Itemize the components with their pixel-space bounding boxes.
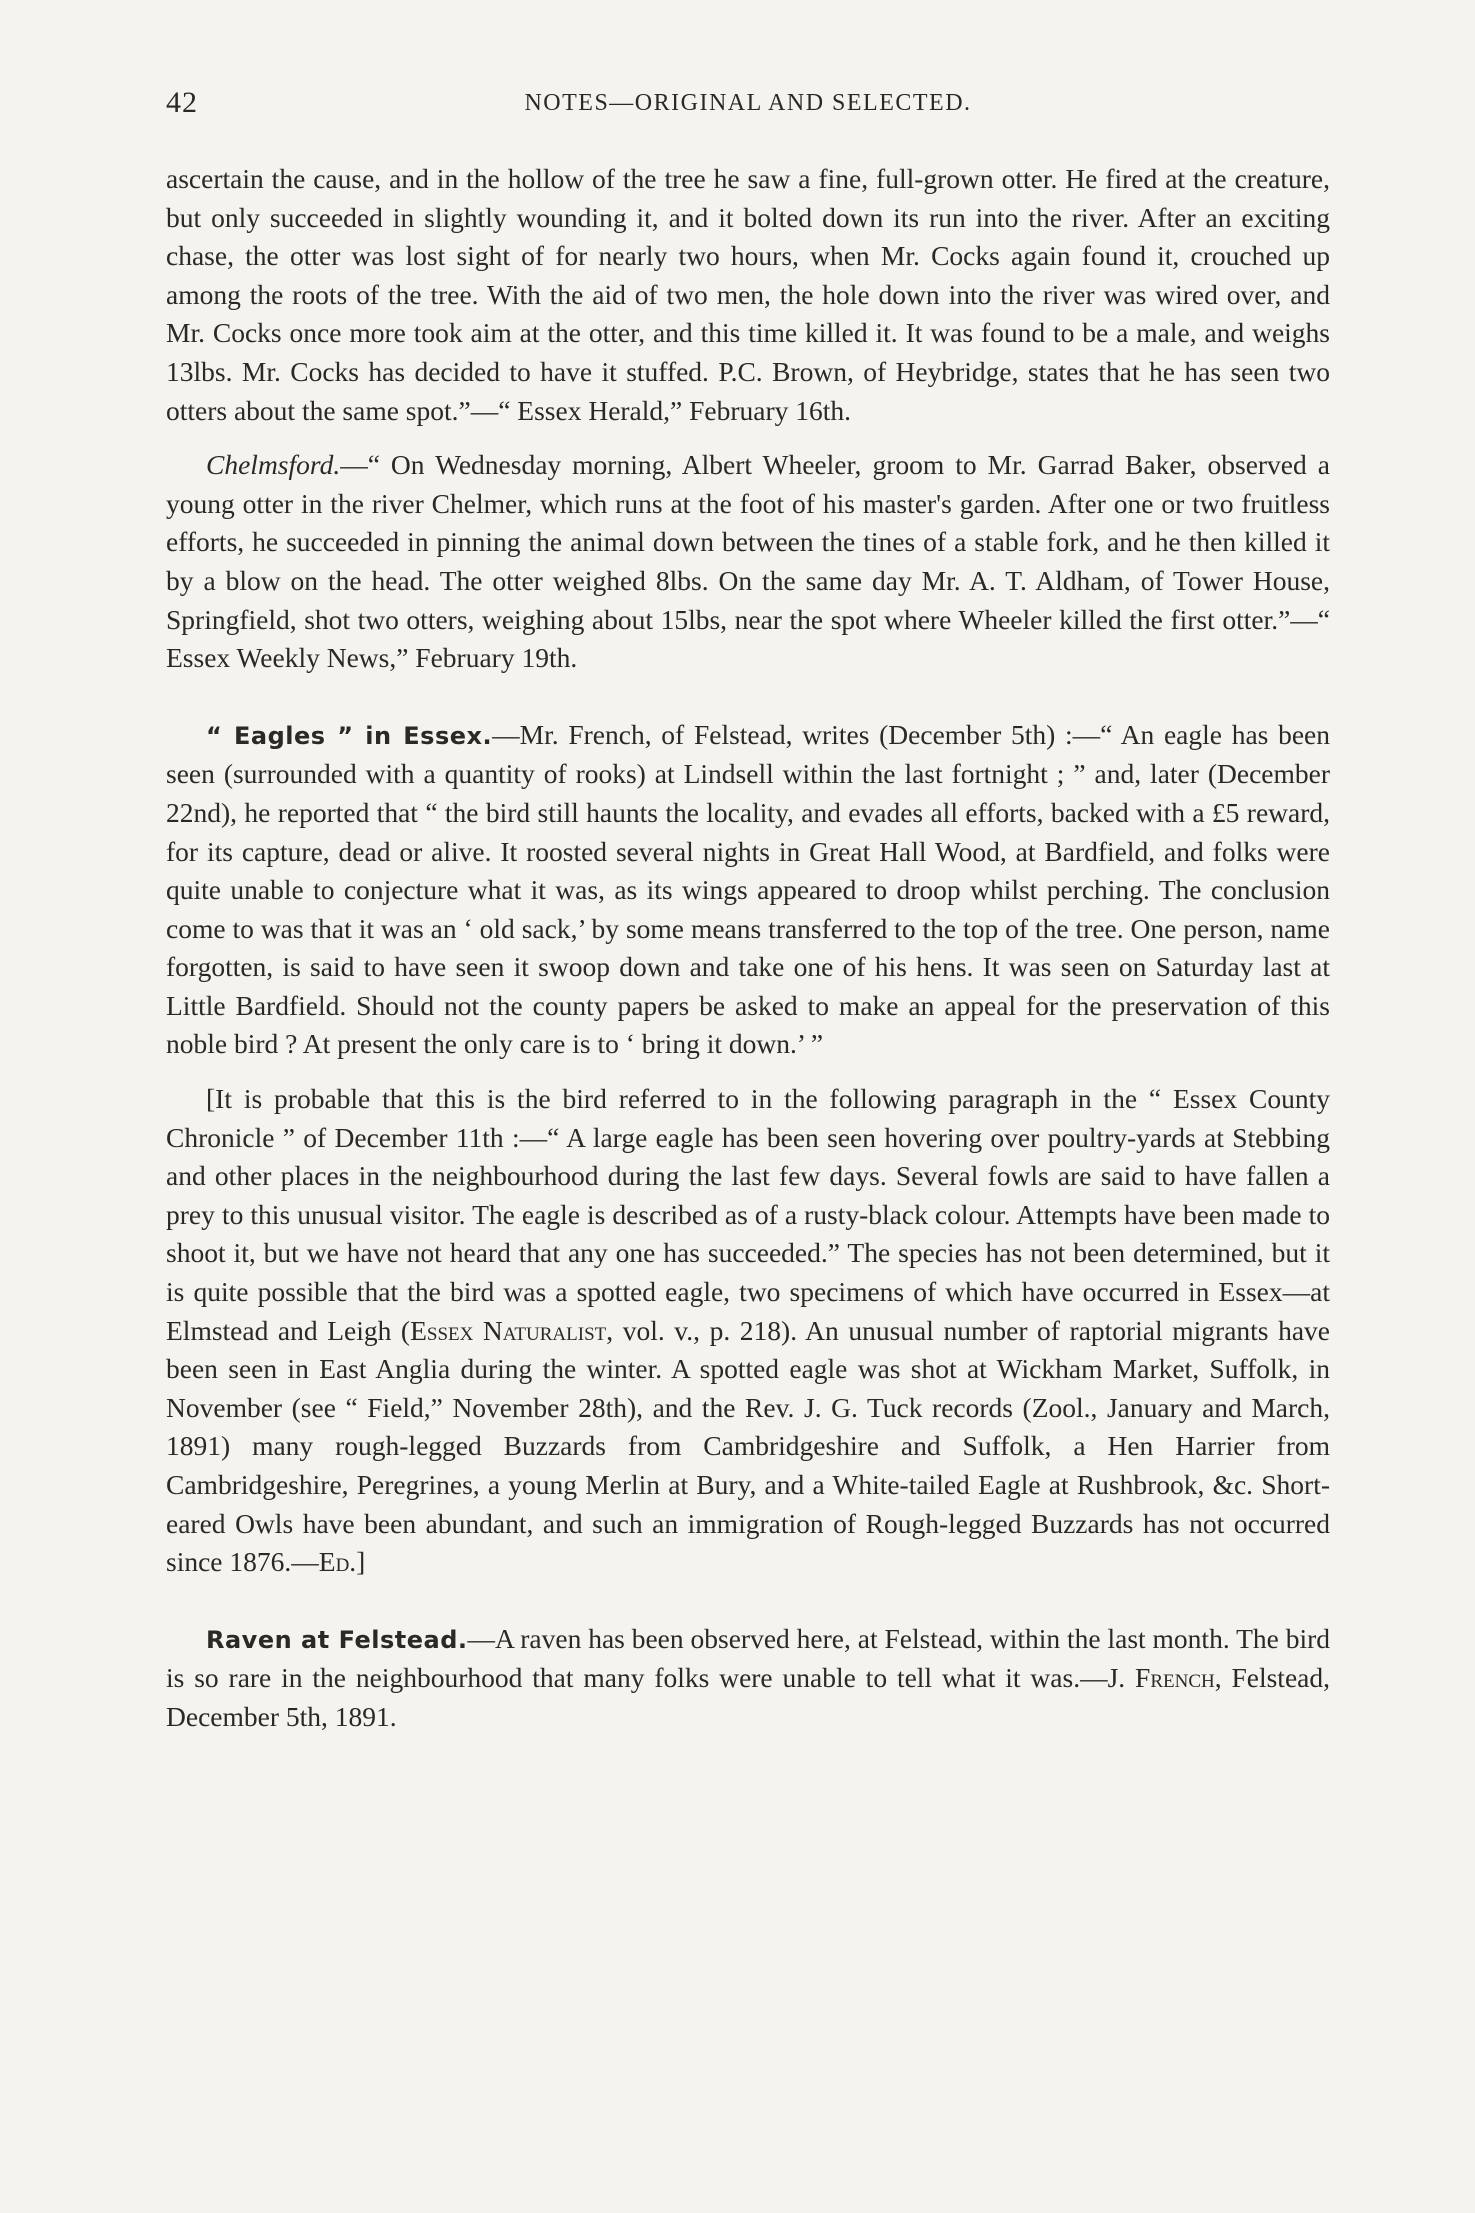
editor-signature: Ed. [318,1546,357,1578]
page-number: 42 [166,86,198,119]
chelmsford-place-name: Chelmsford. [206,449,341,481]
section-gap [166,678,1330,716]
eagles-paragraph [166,716,1330,1064]
eagles-heading: “ Eagles ” in Essex. [206,721,493,750]
otter-continued-text: ascertain the cause, and in the hollow of the tree he saw a fine, full-grown otter. He fired at the creature, but only succeeded in slightly wounding it, and it bolted down its run into the river. After an exciting chase, the otter was lost sight of for nearly two hours, when Mr. Cocks again found it, crouched up among the roots of the tree. With the aid of two men, the hole down into the river was wired over, and Mr. Cocks once more took aim at the otter, and this time killed it. It was found to be a male, and weighs 13lbs. Mr. Cocks has decided to have it stuffed. P.C. Brown, of Heybridge, states that he has seen two otters about the same spot.”—“ Essex Herald,” February 16th. [166,163,1330,426]
section-gap [166,1582,1330,1620]
raven-dateline: , Felstead, December 5th, 1891. [166,1662,1330,1732]
paragraph-gap [166,430,1330,446]
editor-note-paragraph [166,1080,1330,1582]
otter-paragraph-continued [166,160,1330,430]
chelmsford-paragraph [166,446,1330,678]
editor-note-closing: ] [356,1546,366,1578]
paragraph-gap [166,1064,1330,1080]
chelmsford-text: —“ On Wednesday morning, Albert Wheeler, groom to Mr. Garrad Baker, observed a young otter in the river Chelmer, which runs at the foot of his master's garden. After one or two fruitless efforts, he succeeded in pinning the animal down between the tines of a stable fork, and he then killed it by a blow on the head. The otter weighed 8lbs. On the same day Mr. A. T. Aldham, of Tower House, Springfield, shot two otters, weighing about 15lbs, near the spot where Wheeler killed the first otter.”—“ Essex Weekly News,” February 19th. [166,449,1330,674]
editor-note-text-a: [It is probable that this is the bird referred to in the following paragraph in the “ Essex County Chronicle ” of December 11th :—“ A large eagle has been seen hovering over poultry-yards at Stebbing and other places in the neighbourhood during the last few days. Several fowls are said to have fallen a prey to this unusual visitor. The eagle is described as of a rusty-black colour. Attempts have been made to shoot it, but we have not heard that any one has succeeded.” The species has not been determined, but it is quite possible that the bird was a spotted eagle, two specimens of which have occurred in Essex—at Elmstead and Leigh ( [166,1083,1330,1346]
raven-heading: Raven at Felstead. [206,1625,468,1654]
running-title: NOTES—ORIGINAL AND SELECTED. [524,90,972,116]
raven-text: —A raven has been observed here, at Felstead, within the last month. The bird is so rare in the neighbourhood that many folks were unable to tell what it was.— [166,1622,1331,1694]
journal-title: Essex Naturalist [410,1314,607,1346]
raven-author: J. French [1107,1662,1215,1694]
eagles-text: —Mr. French, of Felstead, writes (December 5th) :—“ An eagle has been seen (surrounded with a quantity of rooks) at Lindsell within the last fortnight ; ” and, later (December 22nd), he reported that “ the bird still haunts the locality, and evades all efforts, backed with a £5 reward, for its capture, dead or alive. It roosted several nights in Great Hall Wood, at Bardfield, and folks were quite unable to conjecture what it was, as its wings appeared to droop whilst perching. The conclusion come to was that it was an ‘ old sack,’ by some means transferred to the top of the tree. One person, name forgotten, is said to have seen it swoop down and take one of his hens. It was seen on Saturday last at Little Bardfield. Should not the county papers be asked to make an appeal for the preservation of this noble bird ? At present the only care is to ‘ bring it down.’ ” [166,718,1330,1060]
running-head [166,86,1330,126]
raven-paragraph [166,1620,1330,1737]
editor-note-text-b: , vol. v., p. 218). An unusual number of raptorial migrants have been seen in East Anglia during the winter. A spotted eagle was shot at Wickham Market, Suffolk, in November (see “ Field,” November 28th), and the Rev. J. G. Tuck records (Zool., January and March, 1891) many rough-legged Buzzards from Cambridgeshire and Suffolk, a Hen Harrier from Cambridgeshire, Peregrines, a young Merlin at Bury, and a White-tailed Eagle at Rushbrook, &c. Short-eared Owls have been abundant, and such an immigration of Rough-legged Buzzards has not occurred since 1876.— [166,1314,1331,1578]
article-body [166,160,1330,1737]
